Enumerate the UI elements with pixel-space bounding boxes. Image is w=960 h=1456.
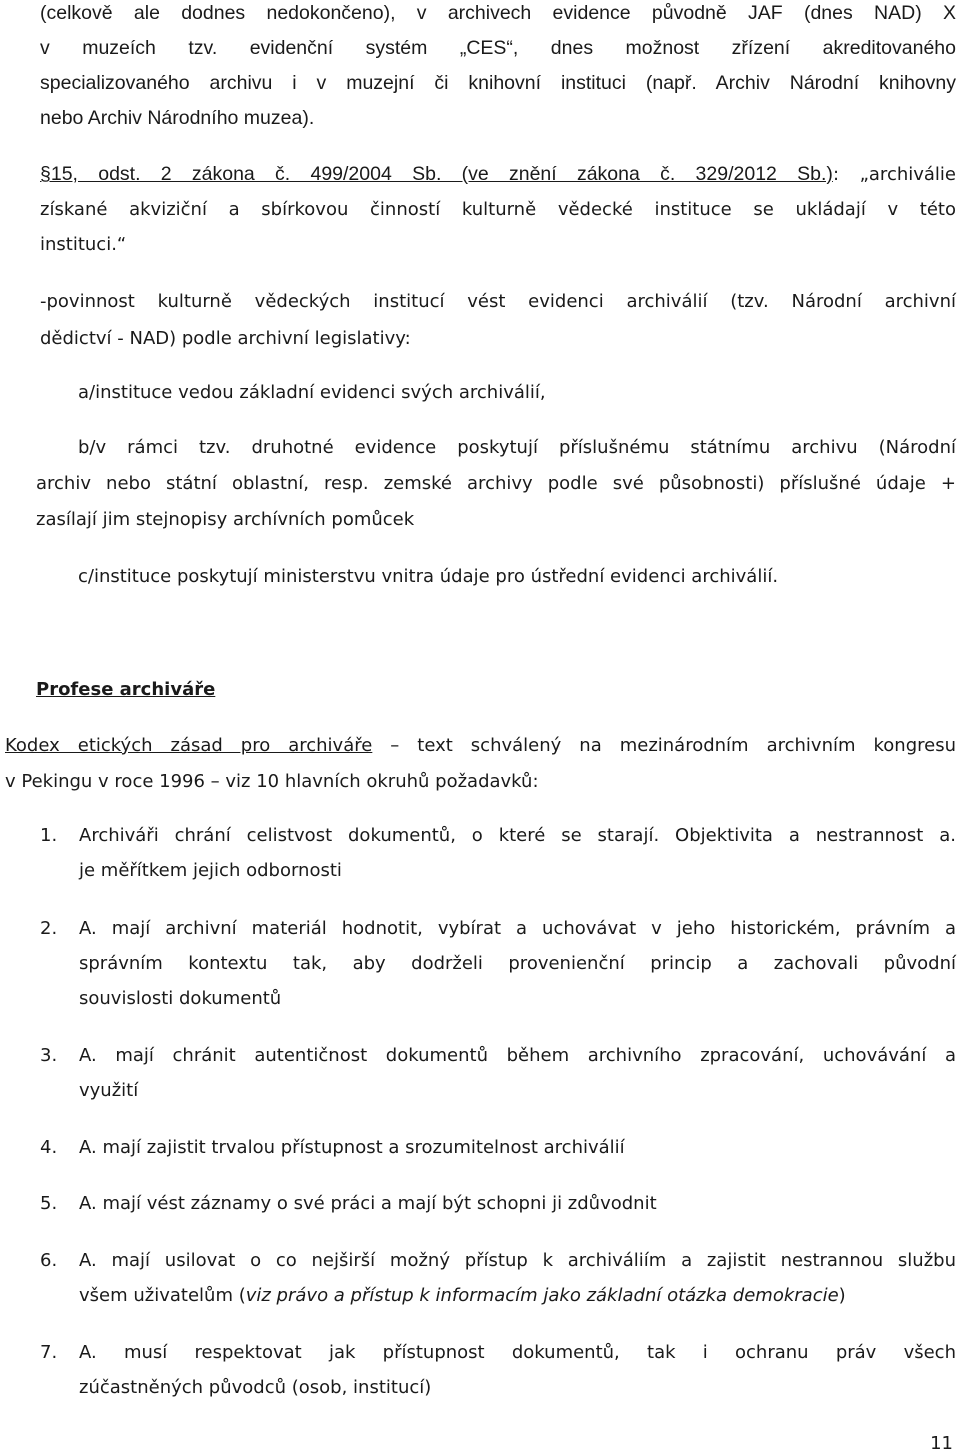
text-line: archiv nebo státní oblastní, resp. zemské archivy podle své působnosti) příslušné údaje + — [36, 473, 956, 494]
list-number: 1. — [40, 825, 58, 846]
text-line — [79, 1278, 956, 1313]
text-line: A. mají zajistit trvalou přístupnost a srozumitelnost archiválií — [79, 1137, 625, 1158]
kodex-title-link[interactable]: Kodex etických zásad pro archiváře — [5, 735, 373, 756]
text-line: v muzeích tzv. evidenční systém „CES“, dnes možnost zřízení akreditovaného — [40, 37, 956, 59]
text-line: -povinnost kulturně vědeckých institucí vést evidenci archiválií (tzv. Národní archivní — [40, 291, 956, 312]
text-line: dědictví - NAD) podle archivní legislativy: — [40, 328, 411, 349]
paragraph-item-a — [78, 375, 956, 410]
list-number: 6. — [40, 1250, 58, 1271]
text-line: správním kontextu tak, aby dodrželi provenienční princip a zachovali původní — [79, 953, 956, 974]
text-line: a/instituce vedou základní evidenci svých archiválií, — [78, 382, 546, 403]
text-line — [40, 157, 956, 192]
quote-start: : „archiválie — [832, 164, 957, 185]
text-line: zúčastněných původců (osob, institucí) — [79, 1377, 432, 1398]
text-line: souvislosti dokumentů — [79, 988, 282, 1009]
text-line: c/instituce poskytují ministerstvu vnitra údaje pro ústřední evidenci archiválií. — [78, 566, 779, 587]
text-line — [5, 728, 956, 764]
text-line: je měřítkem jejich odbornosti — [79, 860, 342, 881]
text-line: využití — [79, 1080, 139, 1101]
text-line: A. mají archivní materiál hodnotit, vybírat a uchovávat v jeho historickém, právním a — [79, 918, 956, 939]
list-number: 3. — [40, 1045, 58, 1066]
paragraph-archives — [40, 0, 956, 136]
italic-text: viz právo a přístup k informacím jako základní otázka demokracie — [245, 1285, 839, 1306]
text-line: instituci.“ — [40, 234, 127, 255]
law-reference-link[interactable]: §15, odst. 2 zákona č. 499/2004 Sb. (ve znění zákona č. 329/2012 Sb.) — [40, 163, 833, 185]
page-number: 11 — [930, 1433, 953, 1454]
section-heading: Profese archiváře — [36, 679, 216, 700]
text-line: A. mají vést záznamy o své práci a mají být schopni ji zdůvodnit — [79, 1193, 657, 1214]
text-segment: ) — [838, 1285, 846, 1306]
text-line: (celkově ale dodnes nedokončeno), v archivech evidence původně JAF (dnes NAD) X — [40, 2, 956, 24]
text-line: nebo Archiv Národního muzea). — [40, 107, 315, 129]
text-segment: – text schválený na mezinárodním archivním kongresu — [372, 735, 956, 756]
paragraph-item-c — [78, 559, 956, 594]
text-segment: všem uživatelům ( — [79, 1285, 246, 1306]
text-line: A. mají chránit autentičnost dokumentů během archivního zpracování, uchovávání a — [79, 1045, 956, 1066]
text-line: A. musí respektovat jak přístupnost dokumentů, tak i ochranu práv všech — [79, 1342, 956, 1363]
text-line: zasílají jim stejnopisy archívních pomůcek — [36, 509, 415, 530]
text-line: získané akviziční a sbírkovou činností kulturně vědecké instituce se ukládají v této — [40, 199, 956, 220]
paragraph-kodex — [5, 728, 956, 800]
text-line: Archiváři chrání celistvost dokumentů, o které se starají. Objektivita a nestrannost a. — [79, 825, 956, 846]
list-number: 2. — [40, 918, 58, 939]
paragraph-law-reference — [40, 157, 956, 262]
list-number: 4. — [40, 1137, 58, 1158]
paragraph-item-b — [36, 430, 956, 538]
list-number: 5. — [40, 1193, 58, 1214]
text-segment: b/v rámci tzv. druhotné evidence poskytují příslušnému státnímu archivu (Národní — [78, 437, 956, 458]
text-line — [36, 430, 956, 466]
text-line: specializovaného archivu i v muzejní či knihovní instituci (např. Archiv Národní knihovny — [40, 72, 956, 94]
paragraph-obligation — [40, 283, 956, 357]
list-number: 7. — [40, 1342, 58, 1363]
text-line: A. mají usilovat o co nejširší možný přístup k archiváliím a zajistit nestrannou službu — [79, 1250, 956, 1271]
text-line: v Pekingu v roce 1996 – viz 10 hlavních okruhů požadavků: — [5, 771, 539, 792]
